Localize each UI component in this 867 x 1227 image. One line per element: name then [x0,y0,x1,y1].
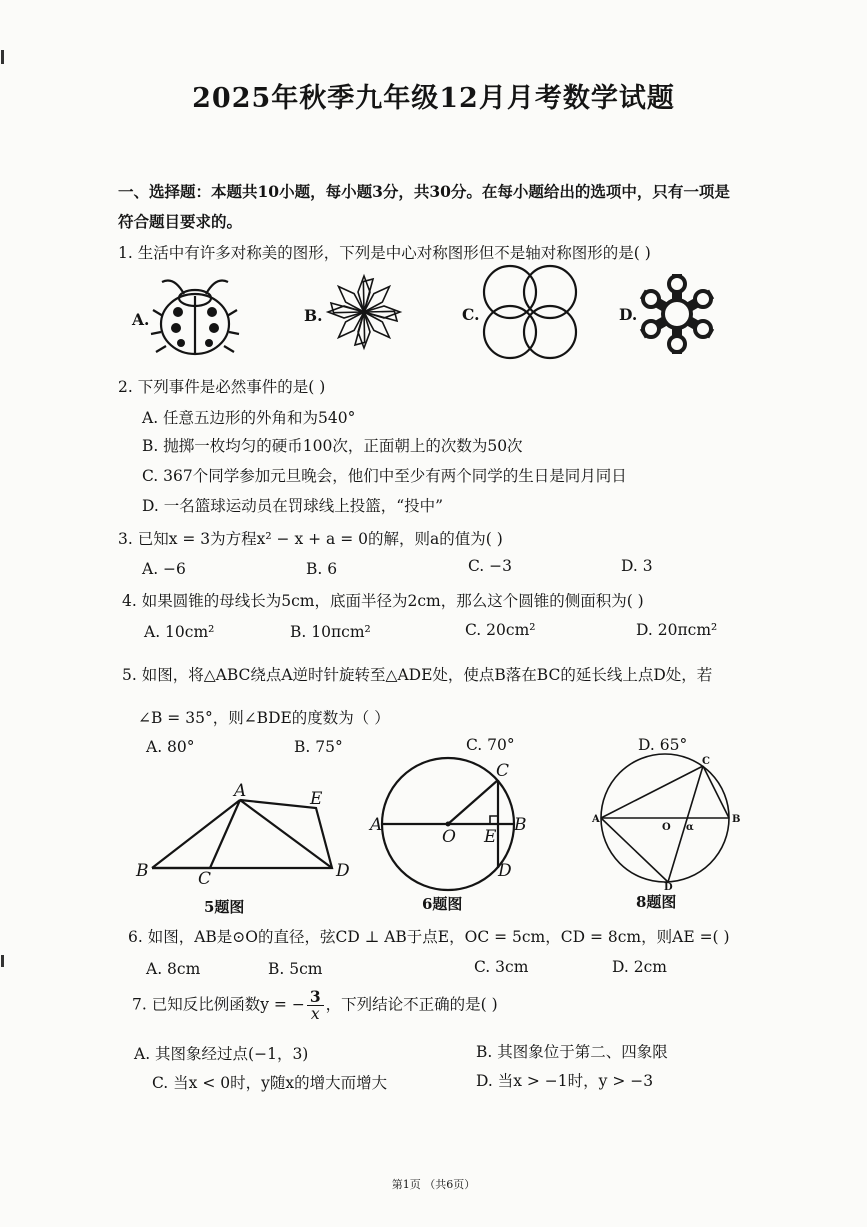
q2-option-b: B. 抛掷一枚均匀的硬币100次，正面朝上的次数为50次 [142,437,523,455]
fig6-point-d: D [498,861,512,881]
q1-option-b-label: B. [304,306,323,325]
fig5-point-b: B [136,861,149,881]
q6-stem: 6. 如图，AB是⊙O的直径，弦CD ⊥ AB于点E，OC = 5cm，CD = 8cm，则AE =( ) [128,928,730,946]
q3-option-c: C. −3 [468,557,513,575]
q7-option-c: C. 当x < 0时，y随x的增大而增大 [152,1074,388,1092]
fig8-point-o: O [662,822,671,833]
figure-5-triangle-diagram [130,780,360,890]
fig6-point-c: C [496,761,510,781]
q2-option-c: C. 367个同学参加元旦晚会，他们中至少有两个同学的生日是同月同日 [142,467,627,485]
page-footer: 第1页 （共6页） [391,1178,476,1191]
q3-stem: 3. 已知x = 3为方程x² − x + a = 0的解，则a的值为( ) [118,530,503,548]
q6-option-a: A. 8cm [146,960,201,978]
q5-option-c: C. 70° [466,736,515,754]
fig5-point-c: C [198,869,212,889]
page-title: 2025年秋季九年级12月月考数学试题 [192,83,675,114]
fig5-point-d: D [336,861,350,881]
fig8-point-c: C [702,756,710,767]
q3-option-b: B. 6 [306,560,338,578]
q4-option-b: B. 10πcm² [290,623,371,641]
q2-option-d: D. 一名篮球运动员在罚球线上投篮，“投中” [142,497,444,515]
fig8-angle-alpha: α [686,822,694,833]
section-heading-line1: 一、选择题：本题共10小题，每小题3分，共30分。在每小题给出的选项中，只有一项是 [118,182,730,201]
figure-5-caption: 5题图 [204,898,245,916]
q6-option-b: B. 5cm [268,960,323,978]
fig6-point-b: B [514,815,527,835]
q4-option-d: D. 20πcm² [636,621,718,639]
fig8-point-a: A [592,814,600,825]
figure-6-caption: 6题图 [422,895,463,913]
fig5-point-e: E [310,789,323,809]
q5-option-b: B. 75° [294,738,343,756]
fig6-point-o: O [442,827,456,847]
q6-option-c: C. 3cm [474,958,529,976]
q2-option-a: A. 任意五边形的外角和为540° [142,409,356,427]
q2-stem: 2. 下列事件是必然事件的是( ) [118,378,326,396]
q5-stem-line2: ∠B = 35°，则∠BDE的度数为（ ） [138,709,390,727]
q4-stem: 4. 如果圆锥的母线长为5cm，底面半径为2cm，那么这个圆锥的侧面积为( ) [122,592,644,610]
figure-6-circle-diagram [368,756,528,896]
q7-fraction-denominator: x [310,1005,320,1024]
snowflake-icon [634,268,720,360]
fig6-point-e: E [484,827,497,847]
figure-8-caption: 8题图 [636,893,677,911]
pinwheel-flower-icon [322,268,406,360]
q5-option-a: A. 80° [146,738,195,756]
q3-option-d: D. 3 [621,557,653,575]
q7-stem-prefix: 7. 已知反比例函数y = − [132,995,305,1014]
q3-option-a: A. −6 [142,560,186,578]
q1-option-d-label: D. [619,305,638,324]
figure-8-circle-diagram [592,756,742,893]
q6-option-d: D. 2cm [612,958,667,976]
fig6-point-a: A [370,815,383,835]
q7-option-b: B. 其图象位于第二、四象限 [476,1043,668,1061]
q7-fraction-numerator: 3 [307,988,324,1006]
q7-stem-suffix: ，下列结论不正确的是( ) [325,995,498,1014]
fig8-point-d: D [664,882,673,893]
fig8-point-b: B [732,814,741,825]
q7-fraction [307,988,324,1023]
four-circles-icon [480,262,580,362]
q1-option-c-label: C. [462,305,480,324]
ladybug-icon [148,270,244,360]
section-heading-line2: 符合题目要求的。 [118,212,243,231]
q7-stem [132,988,498,1023]
q5-option-d: D. 65° [638,736,688,754]
q4-option-a: A. 10cm² [144,623,215,641]
q1-stem: 1. 生活中有许多对称美的图形，下列是中心对称图形但不是轴对称图形的是( ) [118,244,651,262]
q4-option-c: C. 20cm² [465,621,536,639]
q1-option-a-label: A. [132,310,150,329]
q7-option-d: D. 当x > −1时，y > −3 [476,1072,654,1090]
q7-option-a: A. 其图象经过点(−1，3) [134,1045,309,1063]
q5-stem-line1: 5. 如图，将△ABC绕点A逆时针旋转至△ADE处，使点B落在BC的延长线上点D处，若 [122,666,713,684]
fig5-point-a: A [234,781,247,801]
